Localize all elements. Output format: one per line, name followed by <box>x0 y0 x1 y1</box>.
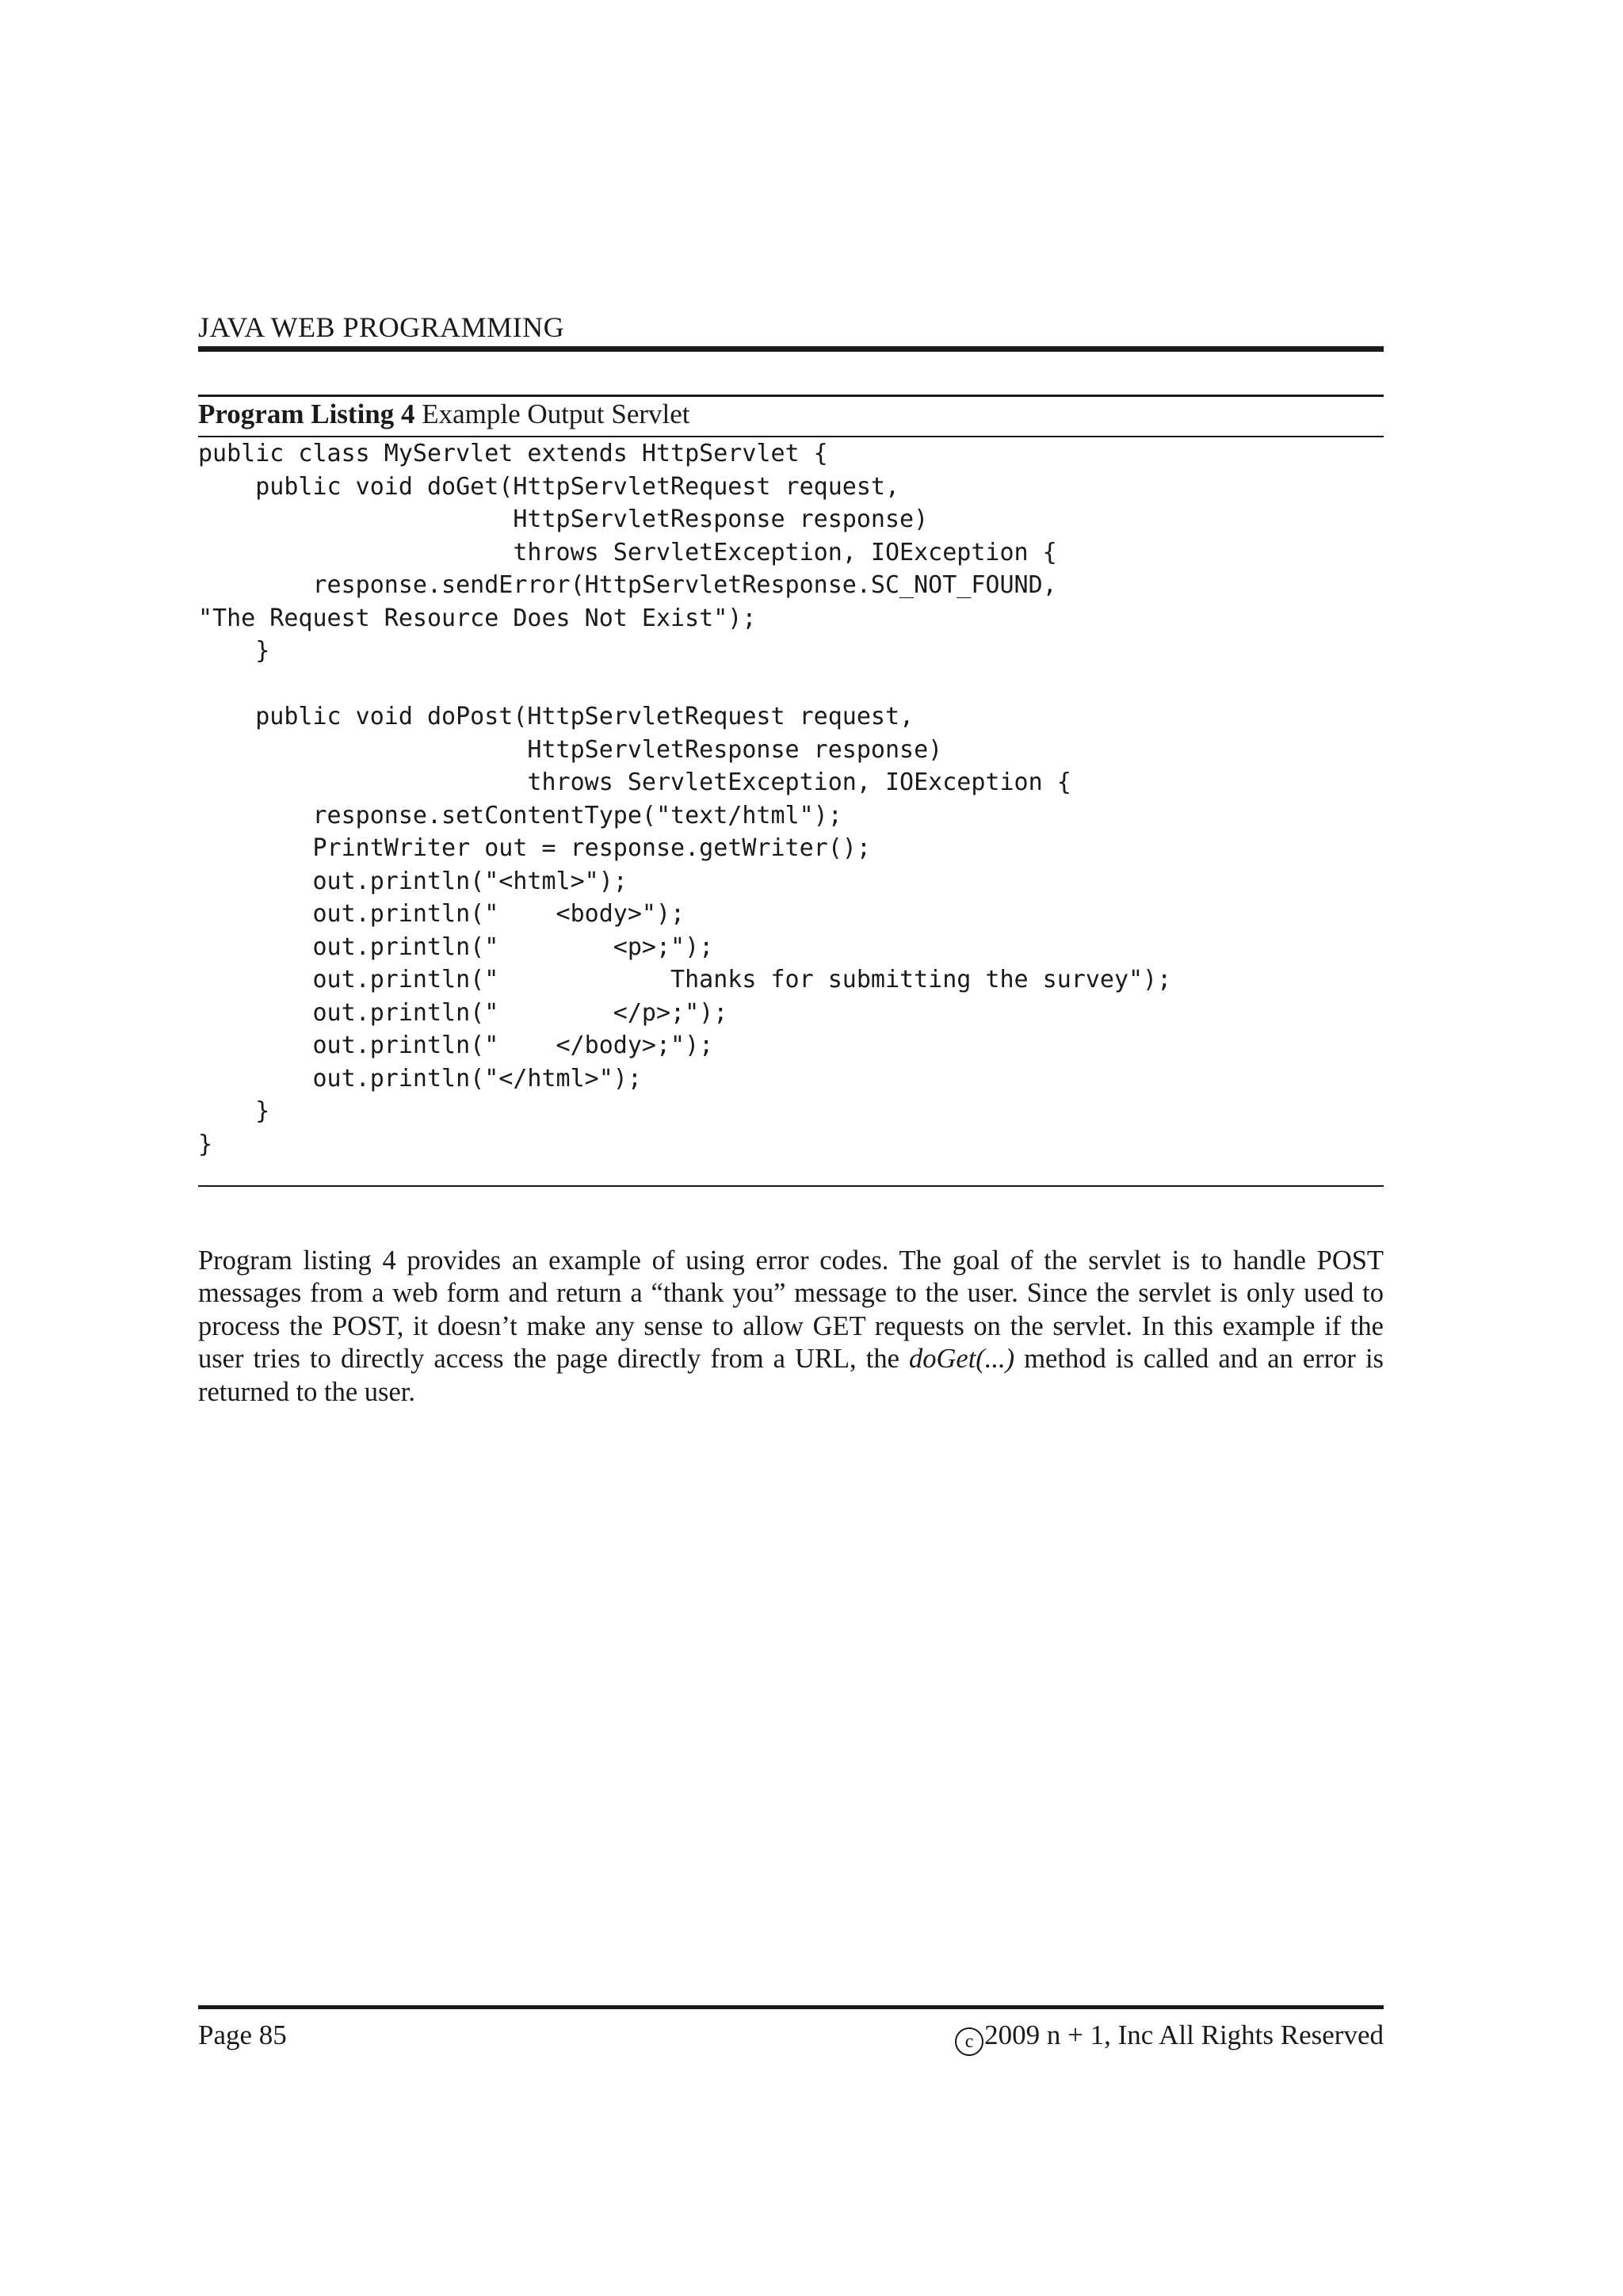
code-line: out.println(" Thanks for submitting the survey"); <box>198 966 1172 994</box>
code-line: "The Request Resource Does Not Exist"); <box>198 604 757 632</box>
running-header: JAVA WEB PROGRAMMING <box>198 311 565 343</box>
code-line: } <box>198 637 270 665</box>
code-line: throws ServletException, IOException { <box>198 769 1071 796</box>
copyright-notice <box>955 2019 1384 2056</box>
code-line: out.println(" <body>"); <box>198 900 685 928</box>
document-page <box>198 0 1384 2296</box>
code-line: out.println(" </p>;"); <box>198 998 728 1027</box>
paragraph-text: method is called and an error is returned to the user. <box>198 1344 1384 1407</box>
header-rule <box>198 346 1384 352</box>
code-line: } <box>198 1130 213 1158</box>
page-number: Page 85 <box>198 2019 287 2050</box>
code-line <box>198 668 1171 701</box>
code-line: out.println(" <p>;"); <box>198 933 714 961</box>
paragraph-text: Program listing 4 provides an example of using error codes. The goal of the servlet is to handle POST messages from a web form and return a “thank you” message to the user. Since the servlet is only used to process the POST, it doesn’t make any sense to allow GET requests on the servlet. In this example if the user tries to directly access the page directly from a URL, the <box>198 1245 1384 1374</box>
code-line: out.println("<html>"); <box>198 867 628 895</box>
code-line: public void doGet(HttpServletRequest request, <box>198 472 900 501</box>
listing-label: Program Listing 4 <box>198 399 415 429</box>
code-line: public void doPost(HttpServletRequest request, <box>198 703 915 730</box>
code-line: } <box>198 1097 270 1125</box>
listing-caption <box>198 399 690 430</box>
body-paragraph <box>198 1245 1384 1409</box>
code-line: throws ServletException, IOException { <box>198 538 1057 566</box>
code-line: PrintWriter out = response.getWriter(); <box>198 834 871 862</box>
code-line: public class MyServlet extends HttpServlet { <box>198 440 828 467</box>
code-line: response.setContentType("text/html"); <box>198 801 842 830</box>
code-line: HttpServletResponse response) <box>198 505 929 533</box>
code-line: out.println("</html>"); <box>198 1064 642 1093</box>
copyright-text: 2009 n + 1, Inc All Rights Reserved <box>984 2019 1384 2050</box>
paragraph-code-reference: doGet(...) <box>908 1344 1015 1374</box>
code-line: out.println(" </body>;"); <box>198 1032 714 1059</box>
footer-rule <box>198 2005 1384 2009</box>
listing-bottom-rule <box>198 1185 1384 1187</box>
copyright-icon: c <box>955 2027 983 2056</box>
code-line: HttpServletResponse response) <box>198 735 943 764</box>
listing-title: Example Output Servlet <box>422 399 690 429</box>
code-listing <box>198 437 1171 1161</box>
listing-top-rule <box>198 395 1384 397</box>
code-line: response.sendError(HttpServletResponse.SC_NOT_FOUND, <box>198 571 1057 599</box>
